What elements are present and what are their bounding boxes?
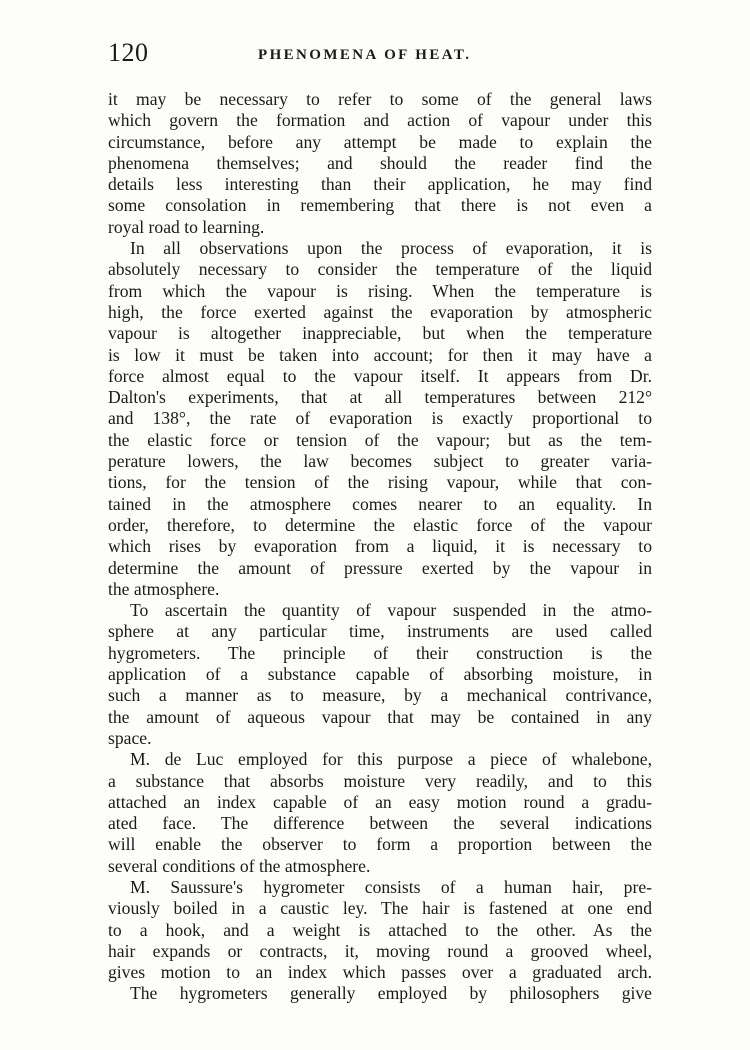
text-line: will enable the observer to form a proportion between the <box>108 834 652 855</box>
text-line: the amount of aqueous vapour that may be contained in any <box>108 706 652 727</box>
body-text <box>108 89 652 1005</box>
paragraph-4 <box>108 749 652 877</box>
text-line: tained in the atmosphere comes nearer to an equality. In <box>108 493 652 514</box>
text-line: phenomena themselves; and should the reader find the <box>108 152 652 173</box>
text-line: perature lowers, the law becomes subject to greater varia- <box>108 451 652 472</box>
text-line: force almost equal to the vapour itself. It appears from Dr. <box>108 365 652 386</box>
paragraph-1 <box>108 89 652 238</box>
paragraph-5 <box>108 877 652 983</box>
text-line: ated face. The difference between the several indications <box>108 813 652 834</box>
text-line: M. de Luc employed for this purpose a piece of whalebone, <box>130 749 652 770</box>
text-line: which govern the formation and action of vapour under this <box>108 110 652 131</box>
text-line: is low it must be taken into account; for then it may have a <box>108 344 652 365</box>
text-line: tions, for the tension of the rising vapour, while that con- <box>108 472 652 493</box>
text-line: sphere at any particular time, instruments are used called <box>108 621 652 642</box>
page-number: 120 <box>108 38 149 67</box>
text-line: several conditions of the atmosphere. <box>108 855 371 876</box>
running-title: PHENOMENA OF HEAT. <box>258 47 472 63</box>
text-line: and 138°, the rate of evaporation is exactly proportional to <box>108 408 652 429</box>
text-line: application of a substance capable of absorbing moisture, in <box>108 664 652 685</box>
text-line: some consolation in remembering that there is not even a <box>108 195 652 216</box>
text-line: details less interesting than their application, he may find <box>108 174 652 195</box>
text-line: viously boiled in a caustic ley. The hair is fastened at one end <box>108 898 652 919</box>
text-line: which rises by evaporation from a liquid, it is necessary to <box>108 536 652 557</box>
text-line: gives motion to an index which passes over a graduated arch. <box>108 962 652 983</box>
text-line: it may be necessary to refer to some of the general laws <box>108 89 652 109</box>
text-line: determine the amount of pressure exerted by the vapour in <box>108 557 652 578</box>
text-line: M. Saussure's hygrometer consists of a human hair, pre- <box>130 876 652 897</box>
text-line: To ascertain the quantity of vapour suspended in the atmo- <box>130 600 652 621</box>
text-line: royal road to learning. <box>108 216 265 237</box>
text-line: high, the force exerted against the evaporation by atmospheric <box>108 301 652 322</box>
text-line: space. <box>108 727 152 748</box>
text-line: absolutely necessary to consider the temperature of the liquid <box>108 259 652 280</box>
text-line: The hygrometers generally employed by philosophers give <box>130 983 652 1004</box>
text-line: the elastic force or tension of the vapour; but as the tem- <box>108 429 652 450</box>
text-line: to a hook, and a weight is attached to the other. As the <box>108 919 652 940</box>
text-line: a substance that absorbs moisture very readily, and to this <box>108 770 652 791</box>
text-line: such a manner as to measure, by a mechanical contrivance, <box>108 685 652 706</box>
text-line: the atmosphere. <box>108 578 220 599</box>
text-line: In all observations upon the process of evaporation, it is <box>130 238 652 259</box>
text-line: vapour is altogether inappreciable, but when the temperature <box>108 323 652 344</box>
text-line: attached an index capable of an easy motion round a gradu- <box>108 791 652 812</box>
text-line: hair expands or contracts, it, moving round a grooved wheel, <box>108 940 652 961</box>
text-line: from which the vapour is rising. When the temperature is <box>108 280 652 301</box>
paragraph-3 <box>108 600 652 749</box>
text-line: Dalton's experiments, that at all temperatures between 212° <box>108 387 652 408</box>
paragraph-2 <box>108 238 652 600</box>
text-line: order, therefore, to determine the elastic force of the vapour <box>108 514 652 535</box>
text-line: hygrometers. The principle of their construction is the <box>108 642 652 663</box>
paragraph-6 <box>108 983 652 1004</box>
running-head <box>108 38 652 68</box>
text-line: circumstance, before any attempt be made to explain the <box>108 131 652 152</box>
